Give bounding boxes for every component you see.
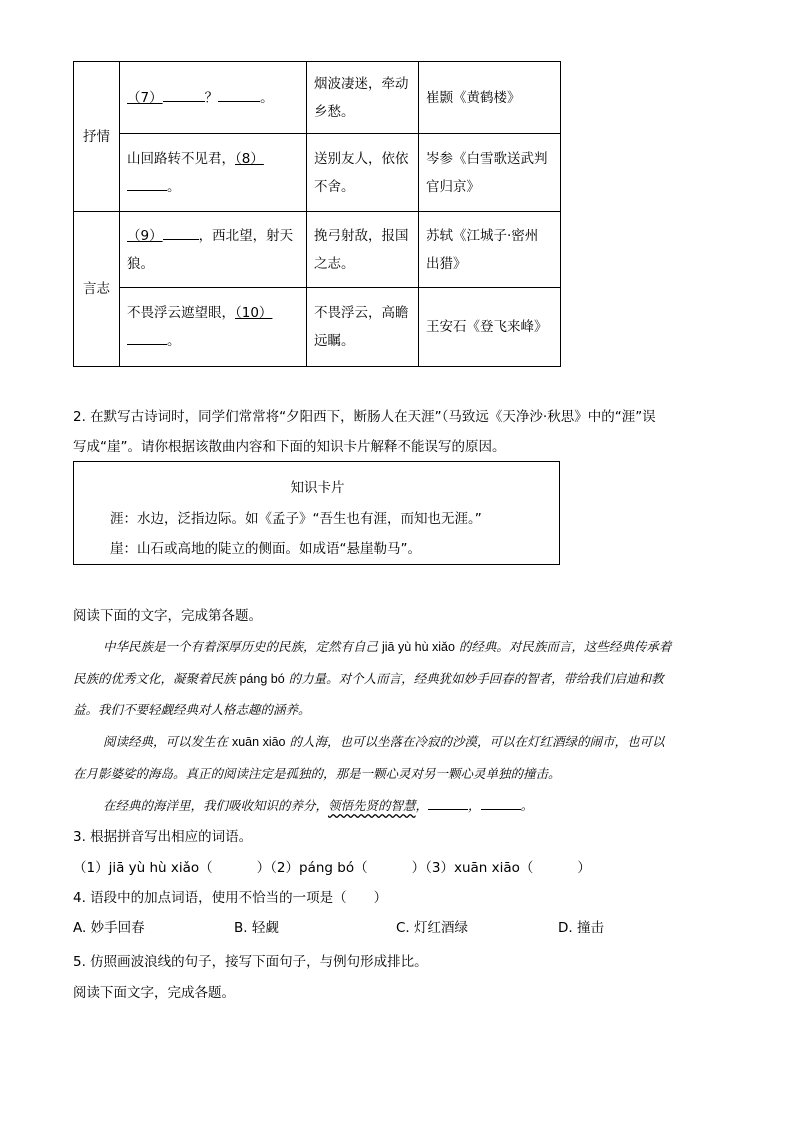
source-cell: 崔颢《黄鹤楼》 bbox=[419, 62, 561, 134]
reading-intro-2: 阅读下面文字，完成各题。 bbox=[73, 985, 235, 1001]
question-4-title: 4. 语段中的加点词语，使用不恰当的一项是（ ） bbox=[73, 890, 388, 906]
meaning-cell bbox=[307, 288, 419, 367]
meaning-line: 烟波凄迷，牵动 bbox=[314, 75, 409, 92]
passage-line: 中华民族是一个有着深厚历史的民族，定然有自己 jiā yù hù xiǎo 的经典。对民族而言，这些经典传承着 bbox=[103, 639, 672, 654]
reading-intro: 阅读下面的文字，完成第各题。 bbox=[73, 608, 262, 624]
wavy-underlined-sentence: 领悟先贤的智慧 bbox=[328, 798, 416, 813]
verse-cell bbox=[120, 62, 307, 134]
category-lyric: 抒情 bbox=[74, 62, 120, 212]
source-cell: 王安石《登飞来峰》 bbox=[419, 288, 561, 367]
answer-blank[interactable] bbox=[428, 795, 468, 810]
meaning-line: 不畏浮云，高瞻 bbox=[314, 305, 409, 321]
meaning-line: 远瞩。 bbox=[314, 333, 355, 349]
source-line: 官归京》 bbox=[426, 178, 480, 195]
meaning-line: 送别友人，依依 bbox=[314, 150, 409, 167]
blank-7-label: （7） bbox=[127, 89, 163, 106]
meaning-cell bbox=[307, 134, 419, 212]
question-2-line1: 2. 在默写古诗词时，同学们常常将“夕阳西下，断肠人在天涯”（马致远《天净沙·秋思》中的“涯”误 bbox=[73, 409, 656, 425]
passage-line: 民族的优秀文化，凝聚着民族 páng bó 的力量。对个人而言，经典犹如妙手回春的智者，带给我们启迪和教 bbox=[73, 671, 664, 686]
meaning-line: 之志。 bbox=[314, 255, 355, 272]
question-2-line2: 写成“崖”。请你根据该散曲内容和下面的知识卡片解释不能误写的原因。 bbox=[73, 439, 506, 455]
answer-blank[interactable] bbox=[481, 795, 521, 810]
table-row bbox=[74, 62, 561, 134]
source-cell bbox=[419, 134, 561, 212]
card-line: 涯：水边，泛指边际。如《孟子》“吾生也有涯，而知也无涯。” bbox=[110, 511, 482, 527]
meaning-line: 挽弓射敌，报国 bbox=[314, 227, 409, 244]
period: 。 bbox=[167, 333, 181, 349]
question-mark: ？ bbox=[204, 89, 219, 106]
passage-line: 在经典的海洋里，我们吸收知识的养分，领悟先贤的智慧， ， 。 bbox=[103, 795, 753, 814]
answer-blank[interactable] bbox=[127, 330, 167, 345]
verse-cell bbox=[120, 288, 307, 367]
card-title: 知识卡片 bbox=[290, 480, 345, 496]
table-row bbox=[74, 288, 561, 367]
blank-9-label: （9） bbox=[127, 227, 163, 244]
meaning-cell bbox=[307, 62, 419, 134]
blank-10-label: （10） bbox=[235, 305, 273, 321]
answer-blank[interactable] bbox=[163, 225, 199, 240]
meaning-line: 乡愁。 bbox=[314, 103, 355, 120]
answer-blank[interactable] bbox=[163, 87, 205, 102]
meaning-line: 不舍。 bbox=[314, 178, 355, 195]
card-line: 崖：山石或高地的陡立的侧面。如成语“悬崖勒马”。 bbox=[110, 541, 421, 557]
verse-text: 山回路转不见君， bbox=[127, 150, 235, 167]
table-row bbox=[74, 134, 561, 212]
question-5-title: 5. 仿照画波浪线的句子，接写下面句子，与例句形成排比。 bbox=[73, 954, 428, 970]
category-ambition: 言志 bbox=[74, 212, 120, 367]
knowledge-card bbox=[73, 461, 560, 565]
source-line: 出猎》 bbox=[426, 255, 467, 272]
blank-8-label: （8） bbox=[235, 150, 264, 167]
answer-blank[interactable] bbox=[127, 176, 167, 191]
source-line: 岑参《白雪歌送武判 bbox=[426, 150, 548, 167]
source-cell bbox=[419, 212, 561, 288]
verse-text: 狼。 bbox=[127, 255, 154, 272]
period: 。 bbox=[260, 89, 274, 106]
option-c[interactable]: C. 灯红酒绿 bbox=[396, 920, 469, 936]
verse-text: 不畏浮云遮望眼， bbox=[127, 305, 235, 321]
poem-table bbox=[73, 61, 561, 367]
passage-line: 在月影婆娑的海岛。真正的阅读注定是孤独的，那是一颗心灵对另一颗心灵单独的撞击。 bbox=[73, 766, 561, 781]
table-row bbox=[74, 212, 561, 288]
question-3-items: （1）jiā yù hù xiǎo（ ）（2）páng bó（ ）（3）xuān xiāo（ ） bbox=[73, 860, 591, 876]
option-b[interactable]: B. 轻觑 bbox=[234, 920, 279, 936]
option-d[interactable]: D. 撞击 bbox=[558, 920, 604, 936]
meaning-cell bbox=[307, 212, 419, 288]
answer-blank[interactable] bbox=[218, 87, 260, 102]
question-3-title: 3. 根据拼音写出相应的词语。 bbox=[73, 829, 253, 845]
verse-text: ，西北望，射天 bbox=[198, 227, 294, 244]
passage-line: 阅读经典，可以发生在 xuān xiāo 的人海，也可以坐落在冷寂的沙漠，可以在灯红酒绿的闹市，也可以 bbox=[103, 734, 665, 749]
period: 。 bbox=[167, 178, 181, 195]
passage-line: 益。我们不要轻觑经典对人格志趣的涵养。 bbox=[73, 702, 311, 717]
option-a[interactable]: A. 妙手回春 bbox=[73, 920, 145, 936]
source-line: 苏轼《江城子·密州 bbox=[426, 227, 539, 244]
verse-cell bbox=[120, 134, 307, 212]
verse-cell bbox=[120, 212, 307, 288]
